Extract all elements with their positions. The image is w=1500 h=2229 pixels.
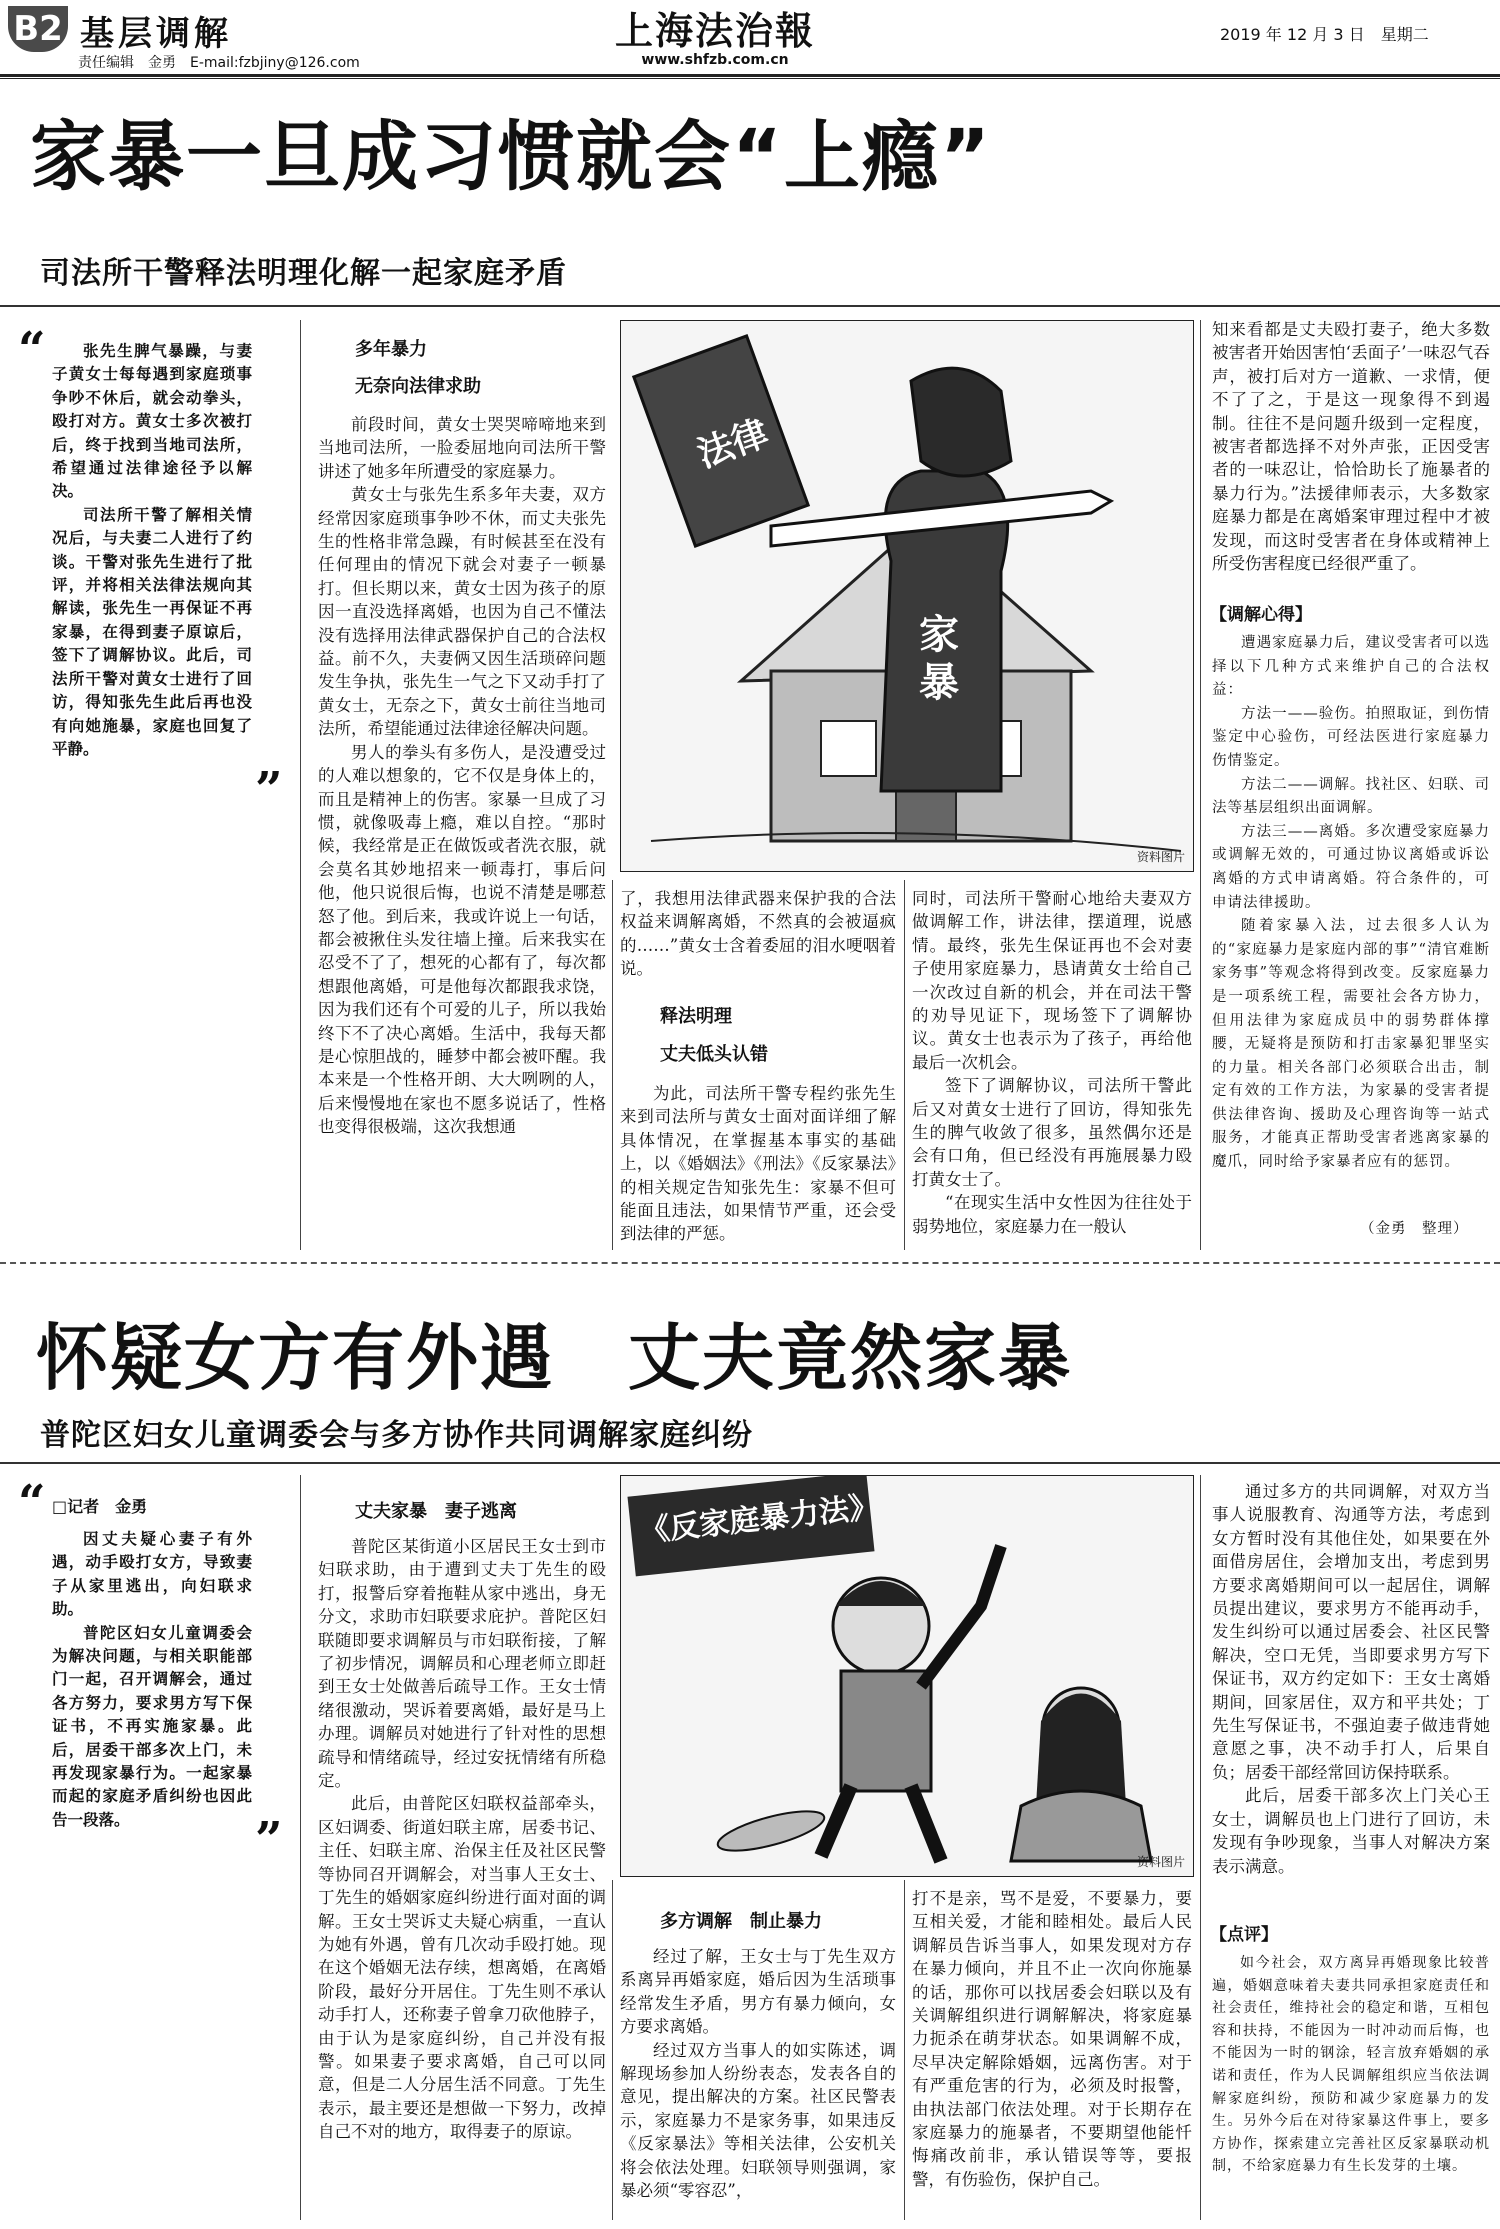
issue-date: 2019 年 12 月 3 日 星期二 (1220, 25, 1429, 44)
column-divider (300, 1475, 301, 2220)
illustration-caption: 资料图片 (1136, 850, 1185, 864)
article1-sub2-title: 释法明理 (660, 1006, 732, 1027)
page-number: B2 (8, 6, 68, 52)
body-paragraph: 同时，司法所干警耐心地给夫妻双方做调解工作，讲法律，摆道理，说感情。最终，张先生保证再也不会对妻子使用家庭暴力，恳请黄女士给自己一次改过自新的机会，并在司法干警的劝导见证下，现场签下了调解协议。黄女士也表示为了孩子，再给他最后一次机会。 (912, 889, 1192, 1072)
column-divider (904, 1880, 905, 2220)
illustration-caption: 资料图片 (1136, 1855, 1185, 1869)
illustration-label-dv: 家暴 (919, 612, 959, 706)
box-paragraph: 遭遇家庭暴力后，建议受害者可以选择以下几种方式来维护自己的合法权益： (1212, 635, 1490, 699)
column-divider (1200, 1475, 1201, 2220)
illustration-gavel-house (620, 320, 1194, 872)
masthead-logo: 上海法治報 (614, 8, 815, 53)
body-paragraph: 了，我想用法律武器来保护我的合法权益来调解离婚，不然真的会被逼疯的……”黄女士含着委屈的泪水哽咽着说。 (620, 889, 896, 979)
body-paragraph: 此后，居委干部多次上门关心王女士，调解员也上门进行了回访，未发现有争吵现象，当事人对解决方案表示满意。 (1212, 1786, 1490, 1876)
body-paragraph: 为此，司法所干警专程约张先生来到司法所与黄女士面对面详细了解具体情况，在掌握基本事实的基础上，以《婚姻法》《刑法》《反家暴法》的相关规定告知张先生：家暴不但可能面且违法，如果情节严重，还会受到法律的严惩。 (620, 1084, 896, 1244)
article1-col4 (912, 887, 1192, 1238)
column-divider (904, 880, 905, 1250)
box-paragraph: 方法二——调解。找社区、妇联、司法等基层组织出面调解。 (1212, 776, 1490, 817)
header-rule (0, 74, 1500, 77)
article1-box-sign: （金勇 整理） (1360, 1221, 1469, 1237)
body-paragraph: 打不是亲，骂不是爱，不要暴力，要互相关爱，才能和睦相处。最后人民调解员告诉当事人，如果发现对方存在暴力倾向，并且不止一次向你施暴的话，那你可以找居委会妇联以及有关调解组织进行调解解决，将家庭暴力扼杀在萌芽状态。如果调解不成，尽早决定解除婚姻，远离伤害。对于有严重危害的行为，必须及时报警，由执法部门依法处理。对于长期存在家庭暴力的施暴者，不要期望他能忏悔痛改前非，承认错误等等，要报警，有伤验伤，保护自己。 (912, 1889, 1192, 2189)
close-quote-icon: ” (255, 1812, 283, 1868)
article-separator (0, 1262, 1500, 1264)
illustration-label-law: 法律 (692, 412, 774, 476)
body-paragraph: “在现实生活中女性因为往往处于弱势地位，家庭暴力在一般认 (912, 1193, 1192, 1236)
header-rule-thin (0, 78, 1500, 79)
body-paragraph: 签下了调解协议，司法所干警此后又对黄女士进行了回访，得知张先生的脾气收敛了很多，虽然偶尔还是会有口角，但已经没有再施展暴力殴打黄女士了。 (912, 1076, 1192, 1189)
masthead-url: www.shfzb.com.cn (641, 52, 789, 68)
article1-col5 (1212, 318, 1490, 575)
box-paragraph: 随着家暴入法，过去很多人认为的“家庭暴力是家庭内部的事”“清官难断家务事”等观念将得到改变。反家庭暴力是一项系统工程，需要社会各方协力，但用法律为家庭成员中的弱势群体撑腰，无疑将是预防和打击家暴犯罪坚实的力量。相关各部门必须联合出击，制定有效的工作方法，为家暴的受害者提供法律咨询、援助及心理咨询等一站式服务，才能真正帮助受害者逃离家暴的魔爪，同时给予家暴者应有的惩罚。 (1212, 918, 1490, 1171)
article2-rule (0, 1462, 1500, 1464)
illustration-abuse-scene (620, 1475, 1194, 1877)
open-quote-icon: “ (18, 322, 46, 378)
illustration-drawing (621, 321, 1193, 871)
article1-box-title: 【调解心得】 (1210, 605, 1312, 625)
article1-rule (0, 305, 1500, 307)
article2-box-title: 【点评】 (1210, 1925, 1278, 1945)
box-paragraph: 方法三——离婚。多次遭受家庭暴力或调解无效的，可通过协议离婚或诉讼离婚的方式申请离婚。符合条件的，可申请法律援助。 (1212, 823, 1490, 911)
body-paragraph: 通过多方的共同调解，对双方当事人说服教育、沟通等方法，考虑到女方暂时没有其他住处，如果要在外面借房居住，会增加支出，考虑到男方要求离婚期间可以一起居住，调解员提出建议，要求男方不能再动手，发生纠纷可以通过居委会、社区民警解决，空口无凭，当即要求男方写下保证书，双方约定如下：王女士离婚期间，回家居住，双方和平共处；丁先生写保证书，不强迫妻子做违背她意愿之事，决不动手打人，后果自负；居委干部经常回访保持联系。 (1212, 1482, 1490, 1782)
article1-sub1-sub: 无奈向法律求助 (355, 376, 481, 397)
article1-col3b (620, 1082, 896, 1246)
body-paragraph: 经过了解，王女士与丁先生双方系离异再婚家庭，婚后因为生活琐事经常发生矛盾，男方有暴力倾向，女方要求离婚。 (620, 1947, 896, 2037)
article2-col2 (318, 1535, 606, 2144)
box-paragraph: 方法一——验伤。拍照取证，到伤情鉴定中心验伤，可经法医进行家庭暴力伤情鉴定。 (1212, 705, 1490, 769)
article1-subhead: 司法所干警释法明理化解一起家庭矛盾 (40, 256, 567, 291)
section-title: 基层调解 (80, 14, 232, 54)
body-paragraph: 普陀区某街道小区居民王女士到市妇联求助，由于遭到丈夫丁先生的殴打，报警后穿着拖鞋从家中逃出，身无分文，求助市妇联要求庇护。普陀区妇联随即要求调解员与市妇联衔接，了解了初步情况，调解员和心理老师立即赶到王女士处做善后疏导工作。王女士情绪很激动，哭诉着要离婚，最好是马上办理。调解员对她进行了针对性的思想疏导和情绪疏导，经过安抚情绪有所稳定。 (318, 1537, 606, 1791)
article1-box (1212, 632, 1490, 1175)
column-divider (612, 880, 613, 1250)
body-paragraph: 知来看都是丈夫殴打妻子，绝大多数被害者开始因害怕‘丢面子’一味忍气吞声，被打后对方一道歉、一求情，便不了了之，于是这一现象得不到遏制。往往不是问题升级到一定程度，被害者都选择不对外声张，正因受害者的一味忍让，恰恰助长了施暴者的暴力行为。”法援律师表示，大多数家庭暴力都是在离婚案审理过程中才被发现，而这时受害者在身体或精神上所受伤害程度已经很严重了。 (1212, 320, 1490, 574)
box-paragraph: 如今社会，双方离异再婚现象比较普遍，婚姻意味着夫妻共同承担家庭责任和社会责任，维持社会的稳定和谐，互相包容和扶持，不能因为一时冲动而后悔，也不能因为一时的钢涂，轻言放弃婚姻的承诺和责任，作为人民调解组织应当依法调解家庭纠纷，预防和减少家庭暴力的发生。另外今后在对待家暴这件事上，要多方协作，探索建立完善社区反家暴联动机制，不给家庭暴力有生长发芽的土壤。 (1212, 1955, 1490, 2175)
article2-col4 (912, 1887, 1192, 2191)
body-paragraph: 黄女士与张先生系多年夫妻，双方经常因家庭琐事争吵不休，而丈夫张先生的性格非常急躁，有时候甚至在没有任何理由的情况下就会对妻子一顿暴打。但长期以来，黄女士因为孩子的原因一直没选择离婚，也因为自己不懂法没有选择用法律武器保护自己的合法权益。前不久，夫妻俩又因生活琐碎问题发生争执，张先生一气之下又动手打了黄女士，无奈之下，黄女士前往当地司法所，希望能通过法律途径解决问题。 (318, 485, 606, 739)
illustration-label-book: 《反家庭暴力法》 (638, 1489, 881, 1550)
article1-col2 (318, 413, 606, 1139)
article2-col3 (620, 1945, 896, 2202)
body-paragraph: 男人的拳头有多伤人，是没遭受过的人难以想象的，它不仅是身体上的，而且是精神上的伤害。家暴一旦成了习惯，就像吸毒上瘾，难以自控。“那时候，我经常是正在做饭或者洗衣服，就会莫名其妙地招来一顿毒打，事后问他，他只说很后悔，也说不清楚是哪惹怒了他。到后来，我或许说上一句话，都会被揪住头发往墙上撞。后来我实在忍受不了了，想死的心都有了，每次都想跟他离婚，可是他每次都跟我求饶，因为我们还有个可爱的儿子，所以我始终下不了决心离婚。生活中，我每天都是心惊胆战的，睡梦中都会被吓醒。我本来是一个性格开朗、大大咧咧的人，后来慢慢地在家也不愿多说话了，性格也变得很极端，这次我想通 (318, 742, 606, 1137)
article2-col5 (1212, 1480, 1490, 1878)
lead-paragraph: 普陀区妇女儿童调委会为解决问题，与相关职能部门一起，召开调解会，通过各方努力，要求男方写下保证书，不再实施家暴。此后，居委干部多次上门，未再发现家暴行为。一起家暴而起的家庭矛盾纠纷也因此告一段落。 (52, 1623, 252, 1829)
editor-line: 责任编辑 金勇 E-mail:fzbjiny@126.com (78, 55, 360, 71)
article1-sub1-title: 多年暴力 (355, 339, 427, 360)
article2-sub1-title: 丈夫家暴 妻子逃离 (355, 1501, 517, 1522)
column-divider (1200, 320, 1201, 1250)
lead-paragraph: 因丈夫疑心妻子有外遇，动手殴打女方，导致妻子从家里逃出，向妇联求助。 (52, 1530, 252, 1619)
close-quote-icon: ” (255, 762, 283, 818)
column-divider (612, 1880, 613, 2220)
article1-lead (52, 340, 252, 761)
body-paragraph: 经过双方当事人的如实陈述，调解现场参加人纷纷表态，发表各自的意见，提出解决的方案。社区民警表示，家庭暴力不是家务事，如果违反《反家暴法》等相关法律，公安机关将会依法处理。妇联领导则强调，家暴必须“零容忍”， (620, 2040, 896, 2201)
article2-sub2-title: 多方调解 制止暴力 (660, 1911, 822, 1932)
article2-box (1212, 1952, 1490, 2178)
article1-sub2-sub: 丈夫低头认错 (660, 1044, 768, 1065)
article1-headline: 家暴一旦成习惯就会“上瘾” (30, 112, 992, 201)
lead-paragraph: 张先生脾气暴躁，与妻子黄女士每每遇到家庭琐事争吵不休后，就会动拳头，殴打对方。黄女士多次被打后，终于找到当地司法所，希望通过法律途径予以解决。 (52, 342, 252, 501)
article2-byline: □记者 金勇 (52, 1497, 148, 1516)
column-divider (300, 320, 301, 1250)
article2-lead (52, 1528, 252, 1832)
article2-subhead: 普陀区妇女儿童调委会与多方协作共同调解家庭纠纷 (40, 1418, 753, 1453)
open-quote-icon: “ (18, 1475, 46, 1531)
article2-headline: 怀疑女方有外遇 丈夫竟然家暴 (36, 1316, 1073, 1400)
lead-paragraph: 司法所干警了解相关情况后，与夫妻二人进行了约谈。干警对张先生进行了批评，并将相关法律法规向其解读，张先生一再保证不再家暴，在得到妻子原谅后，签下了调解协议。此后，司法所干警对黄女士进行了回访，得知张先生此后再也没有向她施暴，家庭也回复了平静。 (52, 505, 252, 758)
article1-col3 (620, 887, 896, 981)
body-paragraph: 此后，由普陀区妇联权益部牵头，区妇调委、街道妇联主席，居委书记、主任、妇联主席、治保主任及社区民警等协同召开调解会，对当事人王女士、丁先生的婚姻家庭纠纷进行面对面的调解。王女士哭诉丈夫疑心病重，一直认为她有外遇，曾有几次动手殴打她。现在这个婚姻无法存续，想离婚，在离婚阶段，最好分开居住。丁先生则不承认动手打人，还称妻子曾拿刀砍他脖子，由于认为是家庭纠纷，自己并没有报警。如果妻子要求离婚，自己可以同意，但是二人分居生活不同意。丁先生表示，最主要还是想做一下努力，改掉自己不对的地方，取得妻子的原谅。 (318, 1794, 606, 2142)
body-paragraph: 前段时间，黄女士哭哭啼啼地来到当地司法所，一脸委屈地向司法所干警讲述了她多年所遭受的家庭暴力。 (318, 415, 606, 481)
